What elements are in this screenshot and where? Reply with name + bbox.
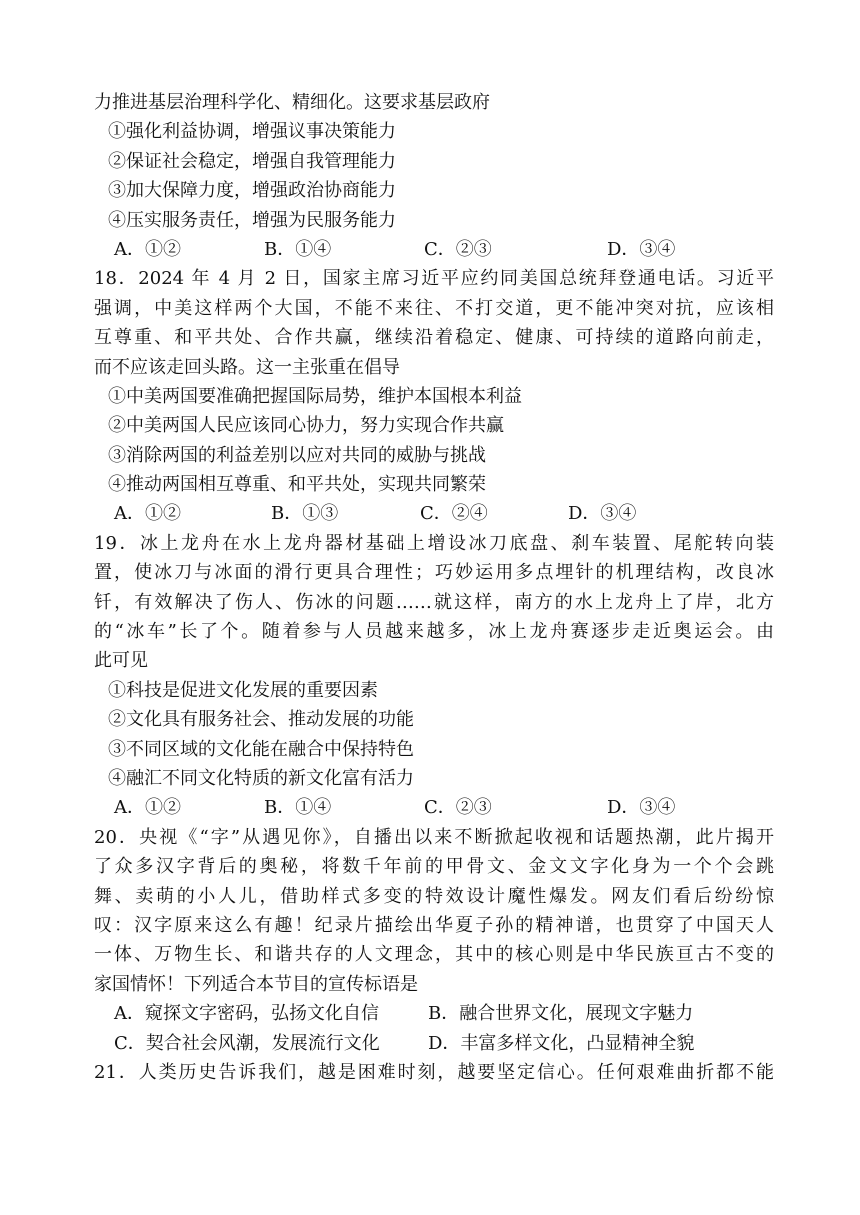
answer-choices [94,999,774,1028]
choice-d: D．③④ [568,503,637,525]
question-stem-line: 的“冰车”长了个。随着参与人员越来越多，冰上龙舟赛逐步走近奥运会。由 [94,621,774,643]
choice-b: B．①④ [264,797,332,819]
question-stem-line: 19．冰上龙舟在水上龙舟器材基础上增设冰刀底盘、刹车装置、尾舵转向装 [94,532,774,554]
option-1: ①科技是促进文化发展的重要因素 [108,679,378,701]
question-stem-line: 置，使冰刀与冰面的滑行更具合理性；巧妙运用多点埋针的机理结构，改良冰 [94,562,774,584]
option-3: ③消除两国的利益差别以应对共同的威胁与挑战 [108,444,486,466]
choice-c: C．②③ [424,797,492,819]
question-stem-line: 21．人类历史告诉我们，越是困难时刻，越要坚定信心。任何艰难曲折都不能 [94,1061,774,1083]
question-stem-line: 强调，中美这样两个大国，不能不来往、不打交道，更不能冲突对抗，应该相 [94,297,774,319]
choice-d: D．丰富多样文化，凸显精神全貌 [428,1032,695,1054]
option-2: ②保证社会稳定，增强自我管理能力 [108,150,396,172]
question-stem-line: 互尊重、和平共处、合作共赢，继续沿着稳定、健康、可持续的道路向前走， [94,327,774,349]
option-3: ③加大保障力度，增强政治协商能力 [108,180,396,202]
option-2: ②中美两国人民应该同心协力，努力实现合作共赢 [108,415,504,437]
choice-d: D．③④ [607,238,676,260]
option-2: ②文化具有服务社会、推动发展的功能 [108,709,414,731]
choice-a: A．窥探文字密码，弘扬文化自信 [114,1003,379,1025]
question-19 [94,529,774,823]
question-stem-line: 力推进基层治理科学化、精细化。这要求基层政府 [94,92,490,113]
question-stem-line: 了众多汉字背后的奥秘，将数千年前的甲骨文、金文文字化身为一个个会跳 [94,856,774,878]
question-stem-line: 舞、卖萌的小人儿，借助样式多变的特效设计魔性爆发。网友们看后纷纷惊 [94,885,774,907]
question-stem-line: 家国情怀！下列适合本节目的宣传标语是 [94,973,418,995]
option-1: ①中美两国要准确把握国际局势，维护本国根本利益 [108,385,522,407]
question-stem-line: 一体、万物生长、和谐共存的人文理念，其中的核心则是中华民族亘古不变的 [94,944,774,966]
answer-choices [94,793,774,822]
choice-c: C．契合社会风潮，发展流行文化 [114,1032,380,1054]
question-21 [94,1058,774,1087]
choice-a: A．①② [114,503,181,525]
answer-choices [94,1029,774,1058]
question-stem-line: 而不应该走回头路。这一主张重在倡导 [94,356,400,378]
question-stem-line: 此可见 [94,650,148,672]
answer-choices [94,499,774,528]
exam-page [94,88,774,1087]
choice-d: D．③④ [607,797,676,819]
question-stem-line: 18．2024 年 4 月 2 日，国家主席习近平应约同美国总统拜登通电话。习近平 [94,268,774,290]
option-4: ④压实服务责任，增强为民服务能力 [108,209,396,231]
answer-choices [94,235,774,264]
choice-c: C．②③ [424,238,492,260]
choice-b: B．①③ [271,503,339,525]
question-stem-line: 叹：汉字原来这么有趣！纪录片描绘出华夏子孙的精神谱，也贯穿了中国天人 [94,914,774,936]
choice-b: B．①④ [264,238,332,260]
choice-a: A．①② [114,797,181,819]
option-3: ③不同区域的文化能在融合中保持特色 [108,738,414,760]
option-4: ④推动两国相互尊重、和平共处，实现共同繁荣 [108,474,486,496]
question-stem-line: 20．央视《“字”从遇见你》，自播出以来不断掀起收视和话题热潮，此片揭开 [94,826,774,848]
option-1: ①强化利益协调，增强议事决策能力 [108,121,396,143]
option-4: ④融汇不同文化特质的新文化富有活力 [108,767,414,789]
choice-c: C．②④ [420,503,488,525]
question-18 [94,264,774,529]
choice-b: B．融合世界文化，展现文字魅力 [428,1003,694,1025]
choice-a: A．①② [114,238,181,260]
question-17 [94,88,774,264]
question-stem-line: 钎，有效解决了伤人、伤冰的问题……就这样，南方的水上龙舟上了岸，北方 [94,591,774,613]
question-20 [94,823,774,1058]
